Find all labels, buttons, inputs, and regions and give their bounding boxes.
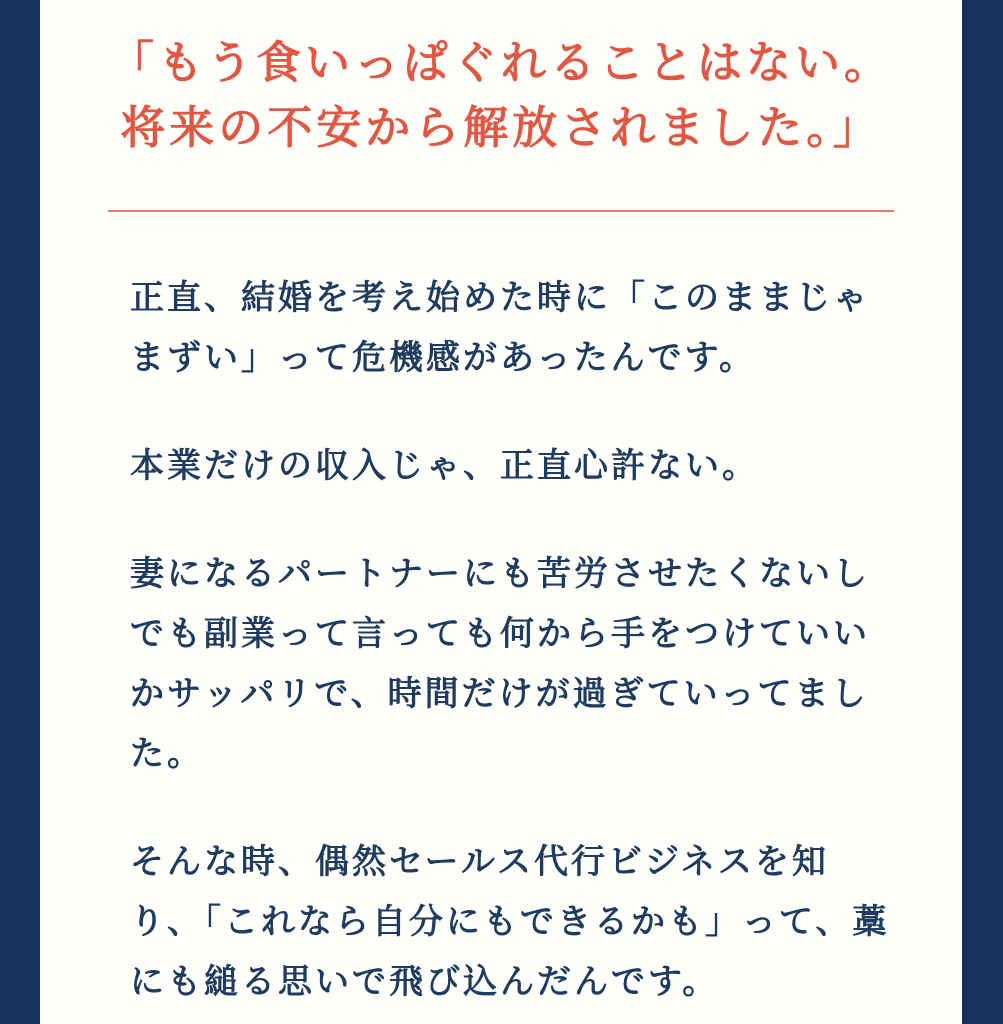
paragraph-3 — [130, 544, 922, 784]
paragraph-2 — [130, 436, 922, 496]
headline-line-2: 将来の不安から解放されました。」 — [120, 102, 882, 153]
content-area — [40, 0, 962, 1024]
paragraph-1 — [130, 268, 922, 388]
headline-divider — [108, 210, 894, 212]
testimonial-headline — [40, 30, 962, 160]
text-line: 本業だけの収入じゃ、正直心許ない。 — [130, 447, 759, 485]
text-line: 正直、結婚を考え始めた時に「このままじゃ — [130, 279, 870, 317]
text-line: そんな時、偶然セールス代行ビジネスを知 — [130, 843, 829, 881]
text-line: 妻になるパートナーにも苦労させたくないし — [130, 555, 870, 593]
right-border-band — [962, 0, 1003, 1024]
left-border-band — [0, 0, 40, 1024]
headline-line-1: 「もう食いっぱぐれることはない。 — [108, 37, 893, 88]
paragraph-4 — [130, 832, 922, 1012]
text-line: た。 — [130, 735, 204, 773]
testimonial-body — [40, 268, 962, 1012]
text-line: り、「これなら自分にもできるかも」って、藁 — [130, 903, 890, 941]
text-line: まずい」って危機感があったんです。 — [130, 339, 756, 377]
text-line: にも縋る思いで飛び込んだんです。 — [130, 963, 720, 1001]
text-line: かサッパリで、時間だけが過ぎていってまし — [130, 675, 869, 713]
text-line: でも副業って言っても何から手をつけていい — [130, 615, 870, 653]
